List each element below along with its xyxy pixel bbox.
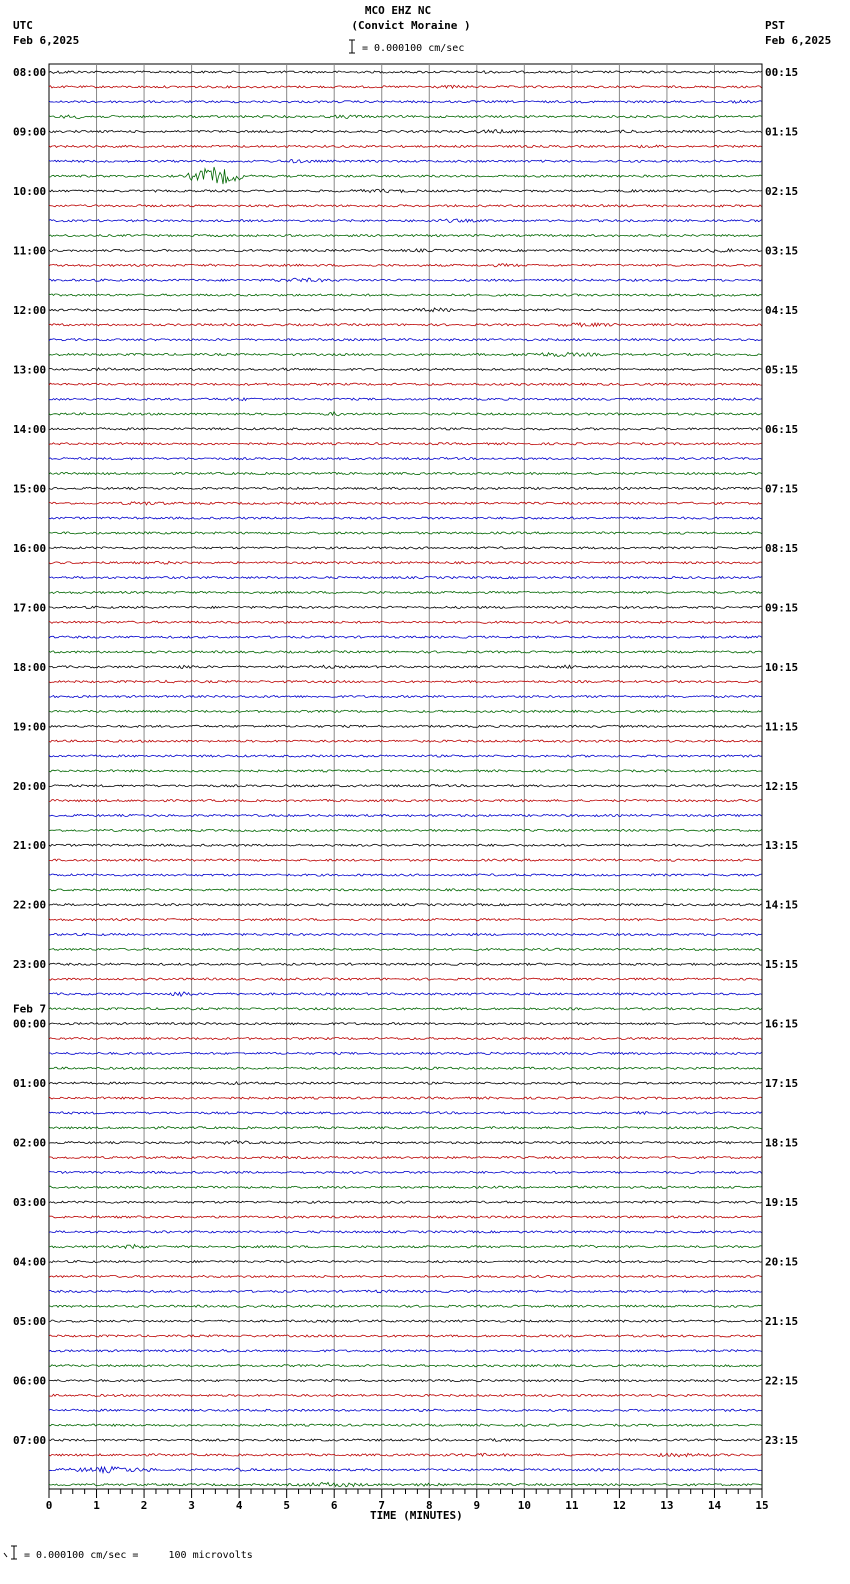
right-hour-label: 02:15 — [765, 184, 799, 198]
right-hour-label: 07:15 — [765, 482, 799, 496]
seismic-trace — [49, 948, 762, 950]
seismic-trace — [49, 1067, 762, 1070]
footer-scale-note: = 0.000100 cm/sec = 100 microvolts — [24, 1550, 253, 1561]
scale-bar-icon — [349, 40, 355, 53]
seismic-trace — [49, 383, 762, 385]
seismic-trace — [49, 235, 762, 237]
seismic-trace — [49, 695, 762, 697]
seismic-trace — [49, 1380, 762, 1382]
seismic-trace — [49, 1038, 762, 1040]
seismic-trace — [49, 978, 762, 980]
right-hour-label: 17:15 — [765, 1077, 799, 1091]
left-hour-label: 13:00 — [13, 363, 47, 377]
seismic-trace — [49, 502, 762, 505]
right-hour-label: 08:15 — [765, 541, 799, 555]
left-hour-label: 10:00 — [13, 184, 47, 198]
left-date: Feb 6,2025 — [13, 34, 80, 47]
seismic-trace — [49, 770, 762, 772]
seismic-trace — [49, 933, 762, 935]
right-hour-label: 06:15 — [765, 422, 799, 436]
right-hour-label: 21:15 — [765, 1315, 799, 1329]
seismic-trace — [49, 725, 762, 727]
seismic-trace — [49, 919, 762, 921]
seismic-trace — [49, 1439, 762, 1442]
x-tick-label: 6 — [330, 1499, 338, 1512]
right-hour-label: 15:15 — [765, 958, 799, 972]
right-hour-label: 03:15 — [765, 244, 799, 258]
left-hour-label: 11:00 — [13, 244, 47, 258]
seismic-trace — [49, 294, 762, 296]
seismic-trace — [49, 561, 762, 564]
seismic-trace — [49, 428, 762, 430]
seismic-trace — [49, 1409, 762, 1411]
right-hour-label: 20:15 — [765, 1255, 799, 1269]
seismic-trace — [49, 1349, 762, 1352]
seismic-trace — [49, 636, 762, 639]
right-date: Feb 6,2025 — [765, 34, 832, 47]
seismic-trace — [49, 145, 762, 148]
seismic-trace — [49, 1290, 762, 1293]
seismic-trace — [49, 1008, 762, 1010]
x-tick-label: 12 — [612, 1499, 627, 1512]
right-hour-label: 22:15 — [765, 1374, 799, 1388]
seismic-trace — [49, 1335, 762, 1337]
seismic-trace — [49, 472, 762, 474]
seismic-trace — [49, 665, 762, 668]
seismic-trace — [49, 1231, 762, 1233]
right-hour-label: 13:15 — [765, 839, 799, 853]
seismic-trace — [49, 517, 762, 519]
seismic-trace — [49, 1052, 762, 1054]
right-hour-label: 11:15 — [765, 720, 799, 734]
x-tick-label: 15 — [755, 1499, 769, 1512]
seismic-trace — [49, 889, 762, 891]
seismic-trace — [49, 352, 762, 356]
x-tick-label: 10 — [517, 1499, 531, 1512]
x-axis-title: TIME (MINUTES) — [370, 1509, 463, 1522]
right-hour-label: 18:15 — [765, 1136, 799, 1150]
seismic-trace — [49, 800, 762, 802]
seismic-trace — [49, 651, 762, 653]
left-hour-label: 06:00 — [13, 1374, 47, 1388]
seismic-trace — [49, 205, 762, 207]
seismic-trace — [49, 85, 762, 88]
seismic-trace — [49, 398, 762, 401]
seismic-trace — [49, 547, 762, 549]
seismic-trace — [49, 1216, 762, 1218]
seismic-trace — [49, 1482, 762, 1486]
left-hour-label: 05:00 — [13, 1315, 47, 1329]
left-hour-label: 15:00 — [13, 482, 47, 496]
seismic-trace — [49, 308, 762, 312]
left-timezone: UTC — [13, 19, 33, 32]
x-tick-label: 4 — [235, 1499, 243, 1512]
right-hour-label: 19:15 — [765, 1196, 799, 1210]
x-tick-label: 0 — [45, 1499, 53, 1512]
station-title: MCO EHZ NC — [364, 4, 432, 17]
seismic-trace — [49, 1127, 762, 1129]
x-tick-label: 7 — [378, 1499, 386, 1512]
seismic-trace — [49, 412, 762, 416]
seismic-trace — [49, 264, 762, 267]
grid-lines — [49, 64, 762, 1489]
x-tick-label: 1 — [93, 1499, 100, 1512]
left-hour-label: 14:00 — [13, 422, 47, 436]
seismic-trace — [49, 487, 762, 489]
seismic-trace — [49, 323, 762, 327]
left-hour-label: 00:00 — [13, 1017, 47, 1031]
left-hour-label: 16:00 — [13, 541, 47, 555]
seismic-trace — [49, 1171, 762, 1173]
seismic-trace — [49, 219, 762, 223]
seismic-trace — [49, 1365, 762, 1367]
seismic-trace — [49, 1141, 762, 1145]
trace-layer — [49, 71, 762, 1487]
seismic-trace — [49, 368, 762, 371]
seismic-trace — [49, 710, 762, 712]
x-tick-label: 11 — [565, 1499, 579, 1512]
x-tick-label: 13 — [660, 1499, 674, 1512]
seismic-trace — [49, 130, 762, 134]
seismic-trace — [49, 532, 762, 534]
left-hour-label: 21:00 — [13, 839, 47, 853]
left-hour-label: 20:00 — [13, 779, 47, 793]
seismic-trace — [49, 963, 762, 965]
seismic-trace — [49, 189, 762, 193]
x-tick-label: 8 — [425, 1499, 433, 1512]
seismic-trace — [49, 680, 762, 683]
x-tick-label: 2 — [140, 1499, 148, 1512]
seismic-trace — [49, 1305, 762, 1307]
seismic-trace — [49, 100, 762, 103]
left-hour-label: 23:00 — [13, 958, 47, 972]
seismic-trace — [49, 458, 762, 460]
seismic-trace — [49, 844, 762, 846]
seismic-trace — [49, 740, 762, 742]
right-hour-label: 16:15 — [765, 1017, 799, 1031]
seismic-trace — [49, 606, 762, 608]
seismic-trace — [49, 814, 762, 816]
left-hour-label: 02:00 — [13, 1136, 47, 1150]
right-hour-label: 14:15 — [765, 898, 799, 912]
left-hour-label: 19:00 — [13, 720, 47, 734]
left-hour-label: 03:00 — [13, 1196, 47, 1210]
right-timezone: PST — [765, 19, 785, 32]
date-change-label: Feb 7 — [13, 1002, 47, 1016]
time-axis — [46, 1489, 769, 1512]
seismic-trace — [49, 1320, 762, 1322]
seismic-trace — [49, 591, 762, 593]
seismic-trace — [49, 167, 762, 184]
seismic-trace — [49, 874, 762, 876]
x-tick-label: 5 — [283, 1499, 290, 1512]
x-tick-label: 3 — [188, 1499, 195, 1512]
seismic-trace — [49, 249, 762, 253]
right-hour-label: 10:15 — [765, 660, 799, 674]
left-hour-label: 01:00 — [13, 1077, 47, 1091]
seismic-trace — [49, 621, 762, 623]
right-hour-label: 04:15 — [765, 303, 799, 317]
seismic-trace — [49, 1097, 762, 1099]
seismic-trace — [49, 278, 762, 282]
seismic-trace — [49, 829, 762, 831]
seismic-trace — [49, 1261, 762, 1263]
seismic-trace — [49, 1112, 762, 1115]
left-hour-label: 22:00 — [13, 898, 47, 912]
seismic-trace — [49, 859, 762, 861]
seismic-trace — [49, 71, 762, 74]
seismic-trace — [49, 577, 762, 579]
seismic-trace — [49, 992, 762, 996]
plot-frame — [49, 64, 762, 1489]
seismic-trace — [49, 755, 762, 757]
right-hour-label: 01:15 — [765, 125, 799, 139]
seismic-trace — [49, 1394, 762, 1396]
seismic-trace — [49, 1082, 762, 1085]
right-hour-label: 12:15 — [765, 779, 799, 793]
x-tick-label: 14 — [707, 1499, 722, 1512]
seismic-trace — [49, 785, 762, 787]
seismic-trace — [49, 443, 762, 445]
seismic-trace — [49, 1201, 762, 1203]
station-location: (Convict Moraine ) — [351, 19, 471, 32]
left-hour-label: 04:00 — [13, 1255, 47, 1269]
right-hour-label: 09:15 — [765, 601, 799, 615]
seismic-trace — [49, 1156, 762, 1158]
seismic-trace — [49, 904, 762, 906]
footer-scale-bar-icon — [4, 1546, 17, 1559]
seismic-trace — [49, 1186, 762, 1188]
seismic-trace — [49, 115, 762, 119]
seismic-trace — [49, 1023, 762, 1025]
seismic-trace — [49, 1245, 762, 1249]
seismic-trace — [49, 339, 762, 341]
seismic-trace — [49, 1275, 762, 1277]
seismic-trace — [49, 1453, 762, 1457]
left-hour-label: 17:00 — [13, 601, 47, 615]
left-hour-label: 07:00 — [13, 1434, 47, 1448]
left-hour-label: 09:00 — [13, 125, 47, 139]
seismic-trace — [49, 160, 762, 163]
left-hour-label: 08:00 — [13, 66, 47, 79]
seismic-trace — [49, 1467, 762, 1473]
right-hour-label: 05:15 — [765, 363, 799, 377]
seismic-trace — [49, 1424, 762, 1426]
right-hour-label: 23:15 — [765, 1434, 799, 1448]
x-tick-label: 9 — [473, 1499, 481, 1512]
right-hour-label: 00:15 — [765, 66, 799, 79]
left-hour-label: 18:00 — [13, 660, 47, 674]
scale-label: = 0.000100 cm/sec — [362, 43, 465, 54]
left-hour-label: 12:00 — [13, 303, 47, 317]
